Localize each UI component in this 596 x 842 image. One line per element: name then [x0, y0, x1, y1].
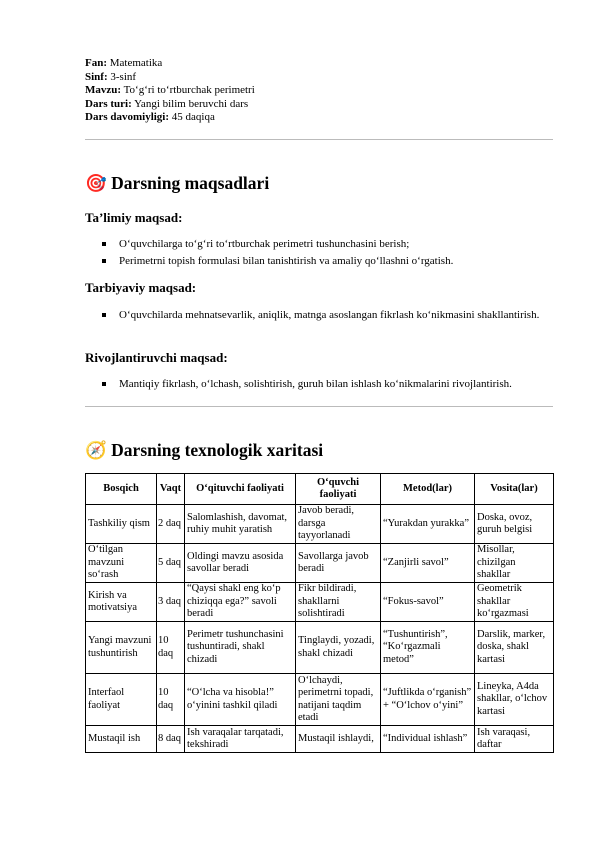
table-cell: O‘lchaydi, perimetrni topadi, natijani taqdim etadi [296, 674, 381, 726]
table-cell: “Fokus-savol” [381, 583, 475, 622]
column-header: Bosqich [86, 474, 157, 505]
table-cell: “Individual ishlash” [381, 726, 475, 753]
techmap-heading: 🧭 Darsning texnologik xaritasi [85, 440, 324, 460]
column-header: Vaqt [157, 474, 185, 505]
table-cell: O‘tilgan mavzuni so‘rash [86, 544, 157, 583]
table-cell: “O‘lcha va hisobla!” o‘yinini tashkil qiladi [185, 674, 296, 726]
table-cell: Mustaqil ish [86, 726, 157, 753]
table-cell: Ish varaqasi, daftar [475, 726, 554, 753]
table-cell: Perimetr tushunchasini tushuntiradi, shakl chizadi [185, 622, 296, 674]
techmap-table [85, 473, 554, 753]
talimiy-list [85, 237, 553, 271]
table-cell: “Qaysi shakl eng ko‘p chiziqqa ega?” savoli beradi [185, 583, 296, 622]
table-cell: Darslik, marker, doska, shakl kartasi [475, 622, 554, 674]
column-header: O‘qituvchi faoliyati [185, 474, 296, 505]
table-cell: 8 daq [157, 726, 185, 753]
column-header: Metod(lar) [381, 474, 475, 505]
divider [85, 139, 553, 140]
column-header: Vosita(lar) [475, 474, 554, 505]
table-row [86, 726, 554, 753]
table-cell: “Juftlikda o‘rganish” + “O‘lchov o‘yini” [381, 674, 475, 726]
table-cell: Lineyka, A4da shakllar, o‘lchov kartasi [475, 674, 554, 726]
table-cell: Ish varaqalar tarqatadi, tekshiradi [185, 726, 296, 753]
table-cell: Misollar, chizilgan shakllar [475, 544, 554, 583]
table-header-row [86, 474, 554, 505]
list-item: O‘quvchilarga to‘g‘ri to‘rtburchak perimetri tushunchasini berish; [85, 237, 553, 251]
column-header: O‘quvchi faoliyati [296, 474, 381, 505]
goals-heading: 🎯 Darsning maqsadlari [85, 173, 270, 193]
table-cell: Doska, ovoz, guruh belgisi [475, 505, 554, 544]
tarbiyaviy-list [85, 308, 553, 325]
table-cell: 2 daq [157, 505, 185, 544]
table-cell: Fikr bildiradi, shakllarni solishtiradi [296, 583, 381, 622]
table-cell: Tashkiliy qism [86, 505, 157, 544]
talimiy-heading: Ta’limiy maqsad: [85, 210, 183, 225]
meta-topic: Mavzu: To‘g‘ri to‘rtburchak perimetri [85, 84, 255, 96]
table-cell: Salomlashish, davomat, ruhiy muhit yaratish [185, 505, 296, 544]
table-cell: Interfaol faoliyat [86, 674, 157, 726]
rivojlantiruvchi-heading: Rivojlantiruvchi maqsad: [85, 350, 228, 365]
meta-lesson-type: Dars turi: Yangi bilim beruvchi dars [85, 97, 249, 110]
table-cell: Yangi mavzuni tushuntirish [86, 622, 157, 674]
list-item: Perimetrni topish formulasi bilan tanishtirish va amaliy qo‘llashni o‘rgatish. [85, 254, 553, 268]
rivojlantiruvchi-list [85, 377, 553, 394]
table-cell: Mustaqil ishlaydi, [296, 726, 381, 753]
table-row [86, 622, 554, 674]
table-cell: Javob beradi, darsga tayyorlanadi [296, 505, 381, 544]
table-cell: 5 daq [157, 544, 185, 583]
meta-grade: Sinf: 3-sinf [85, 70, 137, 83]
meta-duration: Dars davomiyligi: 45 daqiqa [85, 111, 215, 123]
table-cell: “Zanjirli savol” [381, 544, 475, 583]
tarbiyaviy-heading: Tarbiyaviy maqsad: [85, 280, 197, 295]
table-cell: Kirish va motivatsiya [86, 583, 157, 622]
table-row [86, 505, 554, 544]
table-cell: 10 daq [157, 674, 185, 726]
table-row [86, 583, 554, 622]
meta-subject: Fan: Matematika [85, 57, 163, 69]
table-row [86, 674, 554, 726]
list-item: O‘quvchilarda mehnatsevarlik, aniqlik, matnga asoslangan fikrlash ko‘nikmasini shakllantirish. [85, 308, 553, 322]
table-cell: Oldingi mavzu asosida savollar beradi [185, 544, 296, 583]
list-item: Mantiqiy fikrlash, o‘lchash, solishtirish, guruh bilan ishlash ko‘nikmalarini rivojlantirish. [85, 377, 553, 391]
table-cell: 3 daq [157, 583, 185, 622]
table-cell: “Yurakdan yurakka” [381, 505, 475, 544]
table-cell: “Tushuntirish”, “Ko‘rgazmali metod” [381, 622, 475, 674]
divider [85, 406, 553, 407]
table-cell: Tinglaydi, yozadi, shakl chizadi [296, 622, 381, 674]
table-cell: Savollarga javob beradi [296, 544, 381, 583]
lesson-meta [85, 57, 255, 125]
table-row [86, 544, 554, 583]
table-cell: 10 daq [157, 622, 185, 674]
table-cell: Geometrik shakllar ko‘rgazmasi [475, 583, 554, 622]
